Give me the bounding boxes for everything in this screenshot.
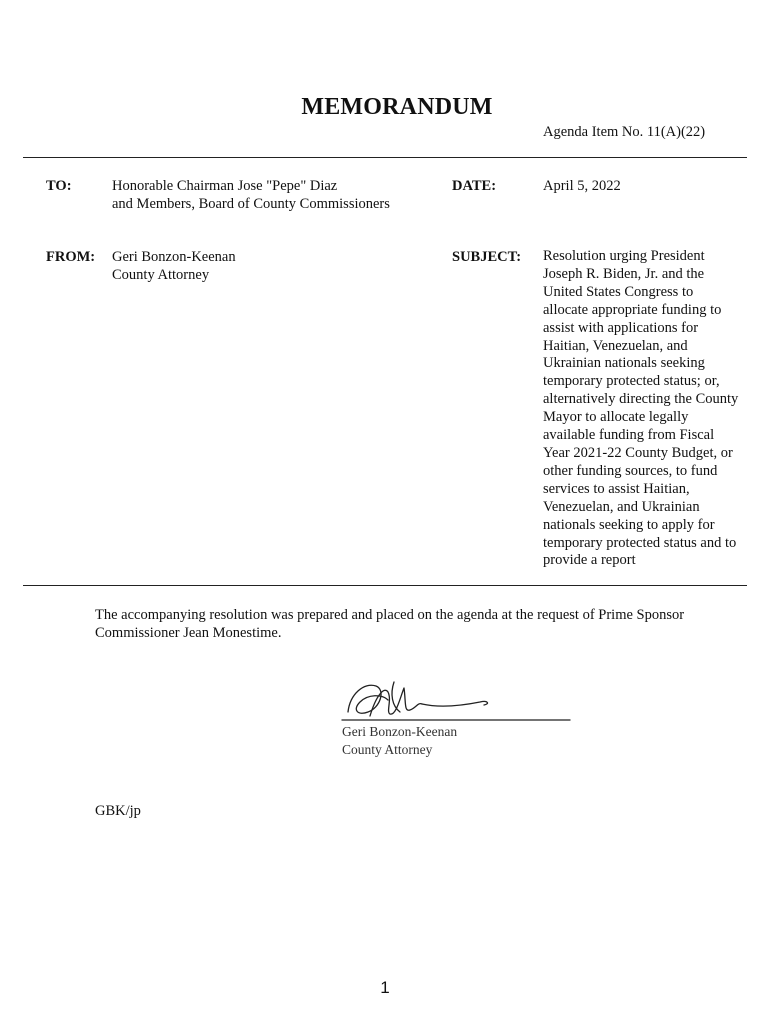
to-label: TO: <box>46 178 72 194</box>
from-sender <box>112 248 412 284</box>
subject-line: Venezuelan, and Ukrainian <box>543 498 700 515</box>
subject-line: assist with applications for <box>543 319 699 336</box>
from-line: Geri Bonzon-Keenan <box>112 249 236 265</box>
subject-line: temporary protected status; or, <box>543 373 720 390</box>
subject-line: Haitian, Venezuelan, and <box>543 337 688 354</box>
subject-line: nationals seeking to apply for <box>543 516 715 533</box>
subject-label: SUBJECT: <box>452 249 522 265</box>
to-recipient <box>112 177 432 213</box>
subject-line: services to assist Haitian, <box>543 480 690 497</box>
subject-line: alternatively directing the County <box>543 391 739 408</box>
to-line: Honorable Chairman Jose "Pepe" Diaz <box>112 178 338 194</box>
agenda-item-number: Agenda Item No. 11(A)(22) <box>543 124 706 140</box>
date-label: DATE: <box>452 178 497 194</box>
page-number: 1 <box>380 978 390 997</box>
body-line: The accompanying resolution was prepared and placed on the agenda at the request of Prime Sponsor <box>95 607 685 623</box>
body-line: Commissioner Jean Monestime. <box>95 625 282 641</box>
subject-line: other funding sources, to fund <box>543 462 718 479</box>
subject-line: Ukrainian nationals seeking <box>543 355 705 372</box>
top-divider <box>23 157 747 158</box>
from-line: County Attorney <box>112 267 210 283</box>
body-paragraph <box>95 606 735 642</box>
subject-line: temporary protected status and to <box>543 534 737 551</box>
signature-block <box>342 723 457 759</box>
memo-title: MEMORANDUM <box>301 94 493 120</box>
typist-initials: GBK/jp <box>95 803 141 819</box>
subject-line: allocate appropriate funding to <box>543 301 722 318</box>
subject-line: United States Congress to <box>543 283 694 300</box>
subject-text <box>543 248 753 570</box>
subject-line: available funding from Fiscal <box>543 427 715 444</box>
subject-line: provide a report <box>543 552 636 569</box>
subject-line: Year 2021-22 County Budget, or <box>543 444 733 461</box>
to-line: and Members, Board of County Commissioners <box>112 196 390 212</box>
subject-line: Joseph R. Biden, Jr. and the <box>543 265 705 282</box>
subject-line: Resolution urging President <box>543 248 705 264</box>
date-value: April 5, 2022 <box>543 178 621 194</box>
signer-title: County Attorney <box>342 742 433 757</box>
subject-line: Mayor to allocate legally <box>543 409 689 426</box>
bottom-divider <box>23 585 747 586</box>
signer-name: Geri Bonzon-Keenan <box>342 724 458 739</box>
from-label: FROM: <box>46 249 96 265</box>
